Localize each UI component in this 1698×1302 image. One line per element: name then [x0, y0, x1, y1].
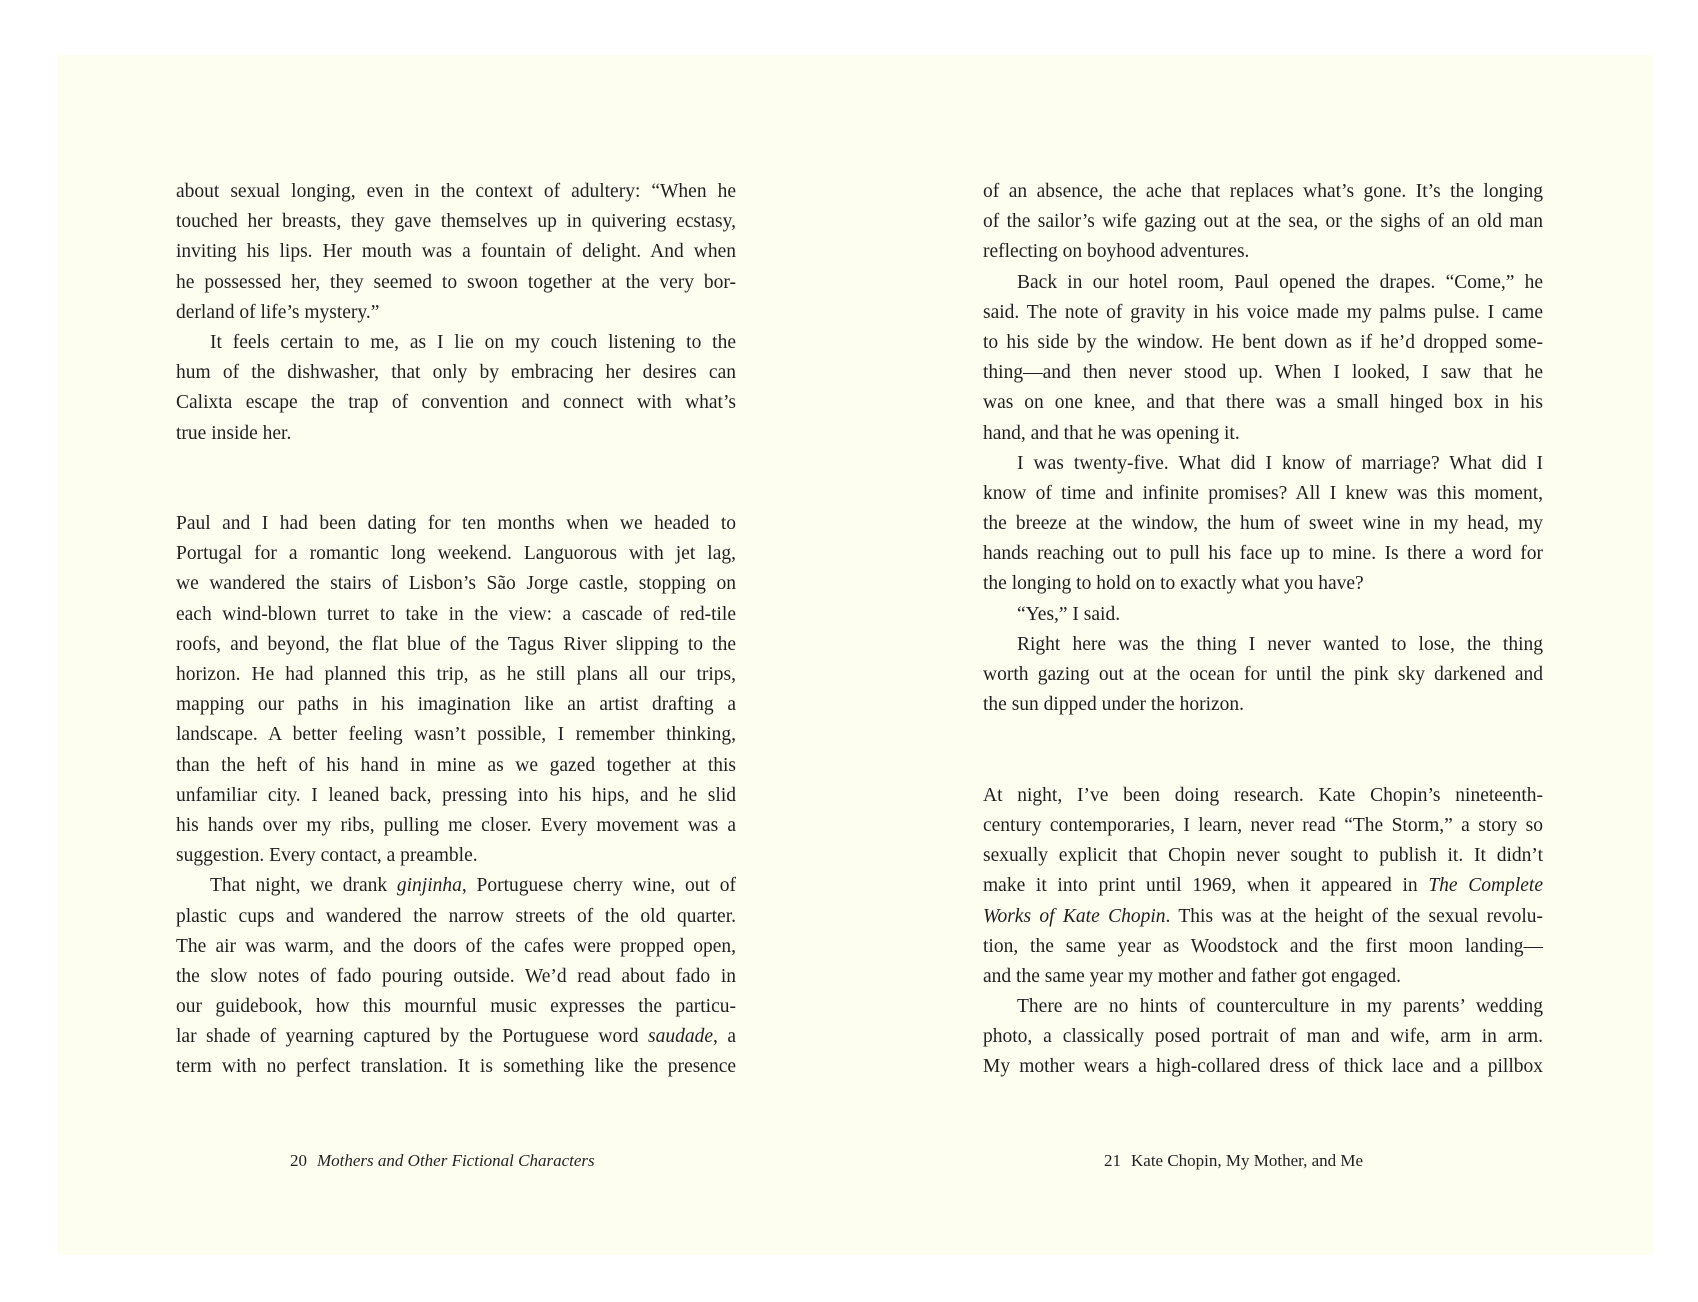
- text-line: century contemporaries, I learn, never read “The Storm,” a story so: [983, 814, 1543, 836]
- section-break: [983, 720, 1543, 780]
- right-page-footer: [1104, 1150, 1363, 1172]
- italic-title: The Complete: [1428, 875, 1543, 897]
- text-line: of an absence, the ache that replaces what’s gone. It’s the longing: [983, 181, 1543, 202]
- section-break: [176, 449, 736, 509]
- text-run: . This was at the height of the sexual revolu-: [1165, 905, 1543, 927]
- running-head: Mothers and Other Fictional Characters: [317, 1151, 595, 1170]
- text-line: thing—and then never stood up. When I looked, I saw that he: [983, 362, 1543, 384]
- text-line: about sexual longing, even in the context of adultery: “When he: [176, 181, 736, 202]
- text-line: inviting his lips. Her mouth was a fountain of delight. And when: [176, 241, 736, 263]
- text-line: There are no hints of counterculture in my parents’ wedding: [1017, 996, 1543, 1018]
- text-line: unfamiliar city. I leaned back, pressing into his hips, and he slid: [176, 784, 736, 806]
- italic-word: ginjinha: [396, 875, 462, 897]
- text-line: Paul and I had been dating for ten months when we headed to: [176, 513, 736, 535]
- left-page-footer: [290, 1150, 595, 1172]
- running-head: Kate Chopin, My Mother, and Me: [1131, 1151, 1364, 1170]
- text-line: My mother wears a high-collared dress of thick lace and a pillbox: [983, 1056, 1543, 1078]
- text-line: he possessed her, they seemed to swoon together at the very bor-: [176, 271, 736, 293]
- text-line: [983, 902, 1543, 932]
- text-line: “Yes,” I said.: [1017, 603, 1121, 625]
- text-line: the slow notes of fado pouring outside. We’d read about fado in: [176, 965, 736, 987]
- text-run: make it into print until 1969, when it appeared in: [983, 875, 1429, 897]
- text-run: , Portuguese cherry wine, out of: [461, 875, 736, 897]
- text-line: Back in our hotel room, Paul opened the drapes. “Come,” he: [1017, 271, 1543, 293]
- text-line: [983, 871, 1543, 901]
- right-page-text: [983, 177, 1543, 1083]
- text-line: horizon. He had planned this trip, as he still plans all our trips,: [176, 664, 736, 686]
- text-line: was on one knee, and that there was a small hinged box in his: [983, 392, 1543, 414]
- text-run: lar shade of yearning captured by the Portuguese word: [176, 1026, 648, 1048]
- page-number: 21: [1104, 1151, 1121, 1170]
- text-line: the longing to hold on to exactly what you have?: [983, 573, 1364, 595]
- text-line: plastic cups and wandered the narrow streets of the old quarter.: [176, 905, 736, 927]
- text-line: Calixta escape the trap of convention and connect with what’s: [176, 392, 736, 414]
- text-line: touched her breasts, they gave themselves up in quivering ecstasy,: [176, 211, 736, 233]
- left-page-text: [176, 177, 736, 1083]
- text-line: know of time and infinite promises? All I knew was this moment,: [983, 482, 1543, 504]
- text-line: worth gazing out at the ocean for until the pink sky darkened and: [983, 664, 1543, 685]
- text-line: tion, the same year as Woodstock and the first moon landing—: [983, 935, 1543, 957]
- page-number: 20: [290, 1151, 307, 1170]
- italic-title: Works of Kate Chopin: [983, 905, 1166, 927]
- text-line: reflecting on boyhood adventures.: [983, 241, 1250, 263]
- text-line: Portugal for a romantic long weekend. Languorous with jet lag,: [176, 543, 736, 565]
- text-line: true inside her.: [176, 422, 292, 444]
- text-line: to his side by the window. He bent down as if he’d dropped some-: [983, 331, 1543, 353]
- text-line: term with no perfect translation. It is something like the presence: [176, 1056, 736, 1078]
- text-line: [176, 1022, 736, 1052]
- italic-word: saudade: [647, 1026, 713, 1048]
- text-line: It feels certain to me, as I lie on my couch listening to the: [210, 331, 736, 353]
- text-line: than the heft of his hand in mine as we gazed together at this: [176, 754, 736, 776]
- text-line: sexually explicit that Chopin never sought to publish it. It didn’t: [983, 845, 1543, 867]
- text-line: said. The note of gravity in his voice made my palms pulse. I came: [983, 301, 1543, 323]
- text-run: That night, we drank: [210, 875, 397, 897]
- text-line: we wandered the stairs of Lisbon’s São Jorge castle, stopping on: [176, 573, 736, 595]
- text-line: Right here was the thing I never wanted to lose, the thing: [1017, 633, 1543, 655]
- text-line: mapping our paths in his imagination like an artist drafting a: [176, 694, 736, 716]
- text-line: landscape. A better feeling wasn’t possible, I remember thinking,: [176, 724, 736, 746]
- text-line: The air was warm, and the doors of the cafes were propped open,: [176, 935, 736, 957]
- text-line: and the same year my mother and father got engaged.: [983, 965, 1402, 987]
- text-line: hand, and that he was opening it.: [983, 422, 1240, 444]
- text-line: photo, a classically posed portrait of man and wife, arm in arm.: [983, 1026, 1543, 1048]
- text-line: At night, I’ve been doing research. Kate Chopin’s nineteenth-: [983, 784, 1543, 806]
- text-line: each wind-blown turret to take in the view: a cascade of red-tile: [176, 603, 736, 625]
- text-line: the sun dipped under the horizon.: [983, 694, 1245, 716]
- text-run: , a: [712, 1026, 736, 1048]
- text-line: suggestion. Every contact, a preamble.: [176, 845, 478, 867]
- text-line: roofs, and beyond, the flat blue of the Tagus River slipping to the: [176, 633, 736, 655]
- text-line: I was twenty-five. What did I know of marriage? What did I: [1017, 452, 1543, 474]
- text-line: of the sailor’s wife gazing out at the sea, or the sighs of an old man: [983, 211, 1543, 233]
- text-line: derland of life’s mystery.”: [176, 301, 380, 323]
- text-line: our guidebook, how this mournful music expresses the particu-: [176, 996, 736, 1018]
- text-line: [176, 871, 736, 901]
- text-line: hum of the dishwasher, that only by embracing her desires can: [176, 362, 736, 384]
- text-line: the breeze at the window, the hum of sweet wine in my head, my: [983, 513, 1543, 535]
- text-line: hands reaching out to pull his face up to mine. Is there a word for: [983, 543, 1543, 565]
- text-line: his hands over my ribs, pulling me closer. Every movement was a: [176, 814, 736, 836]
